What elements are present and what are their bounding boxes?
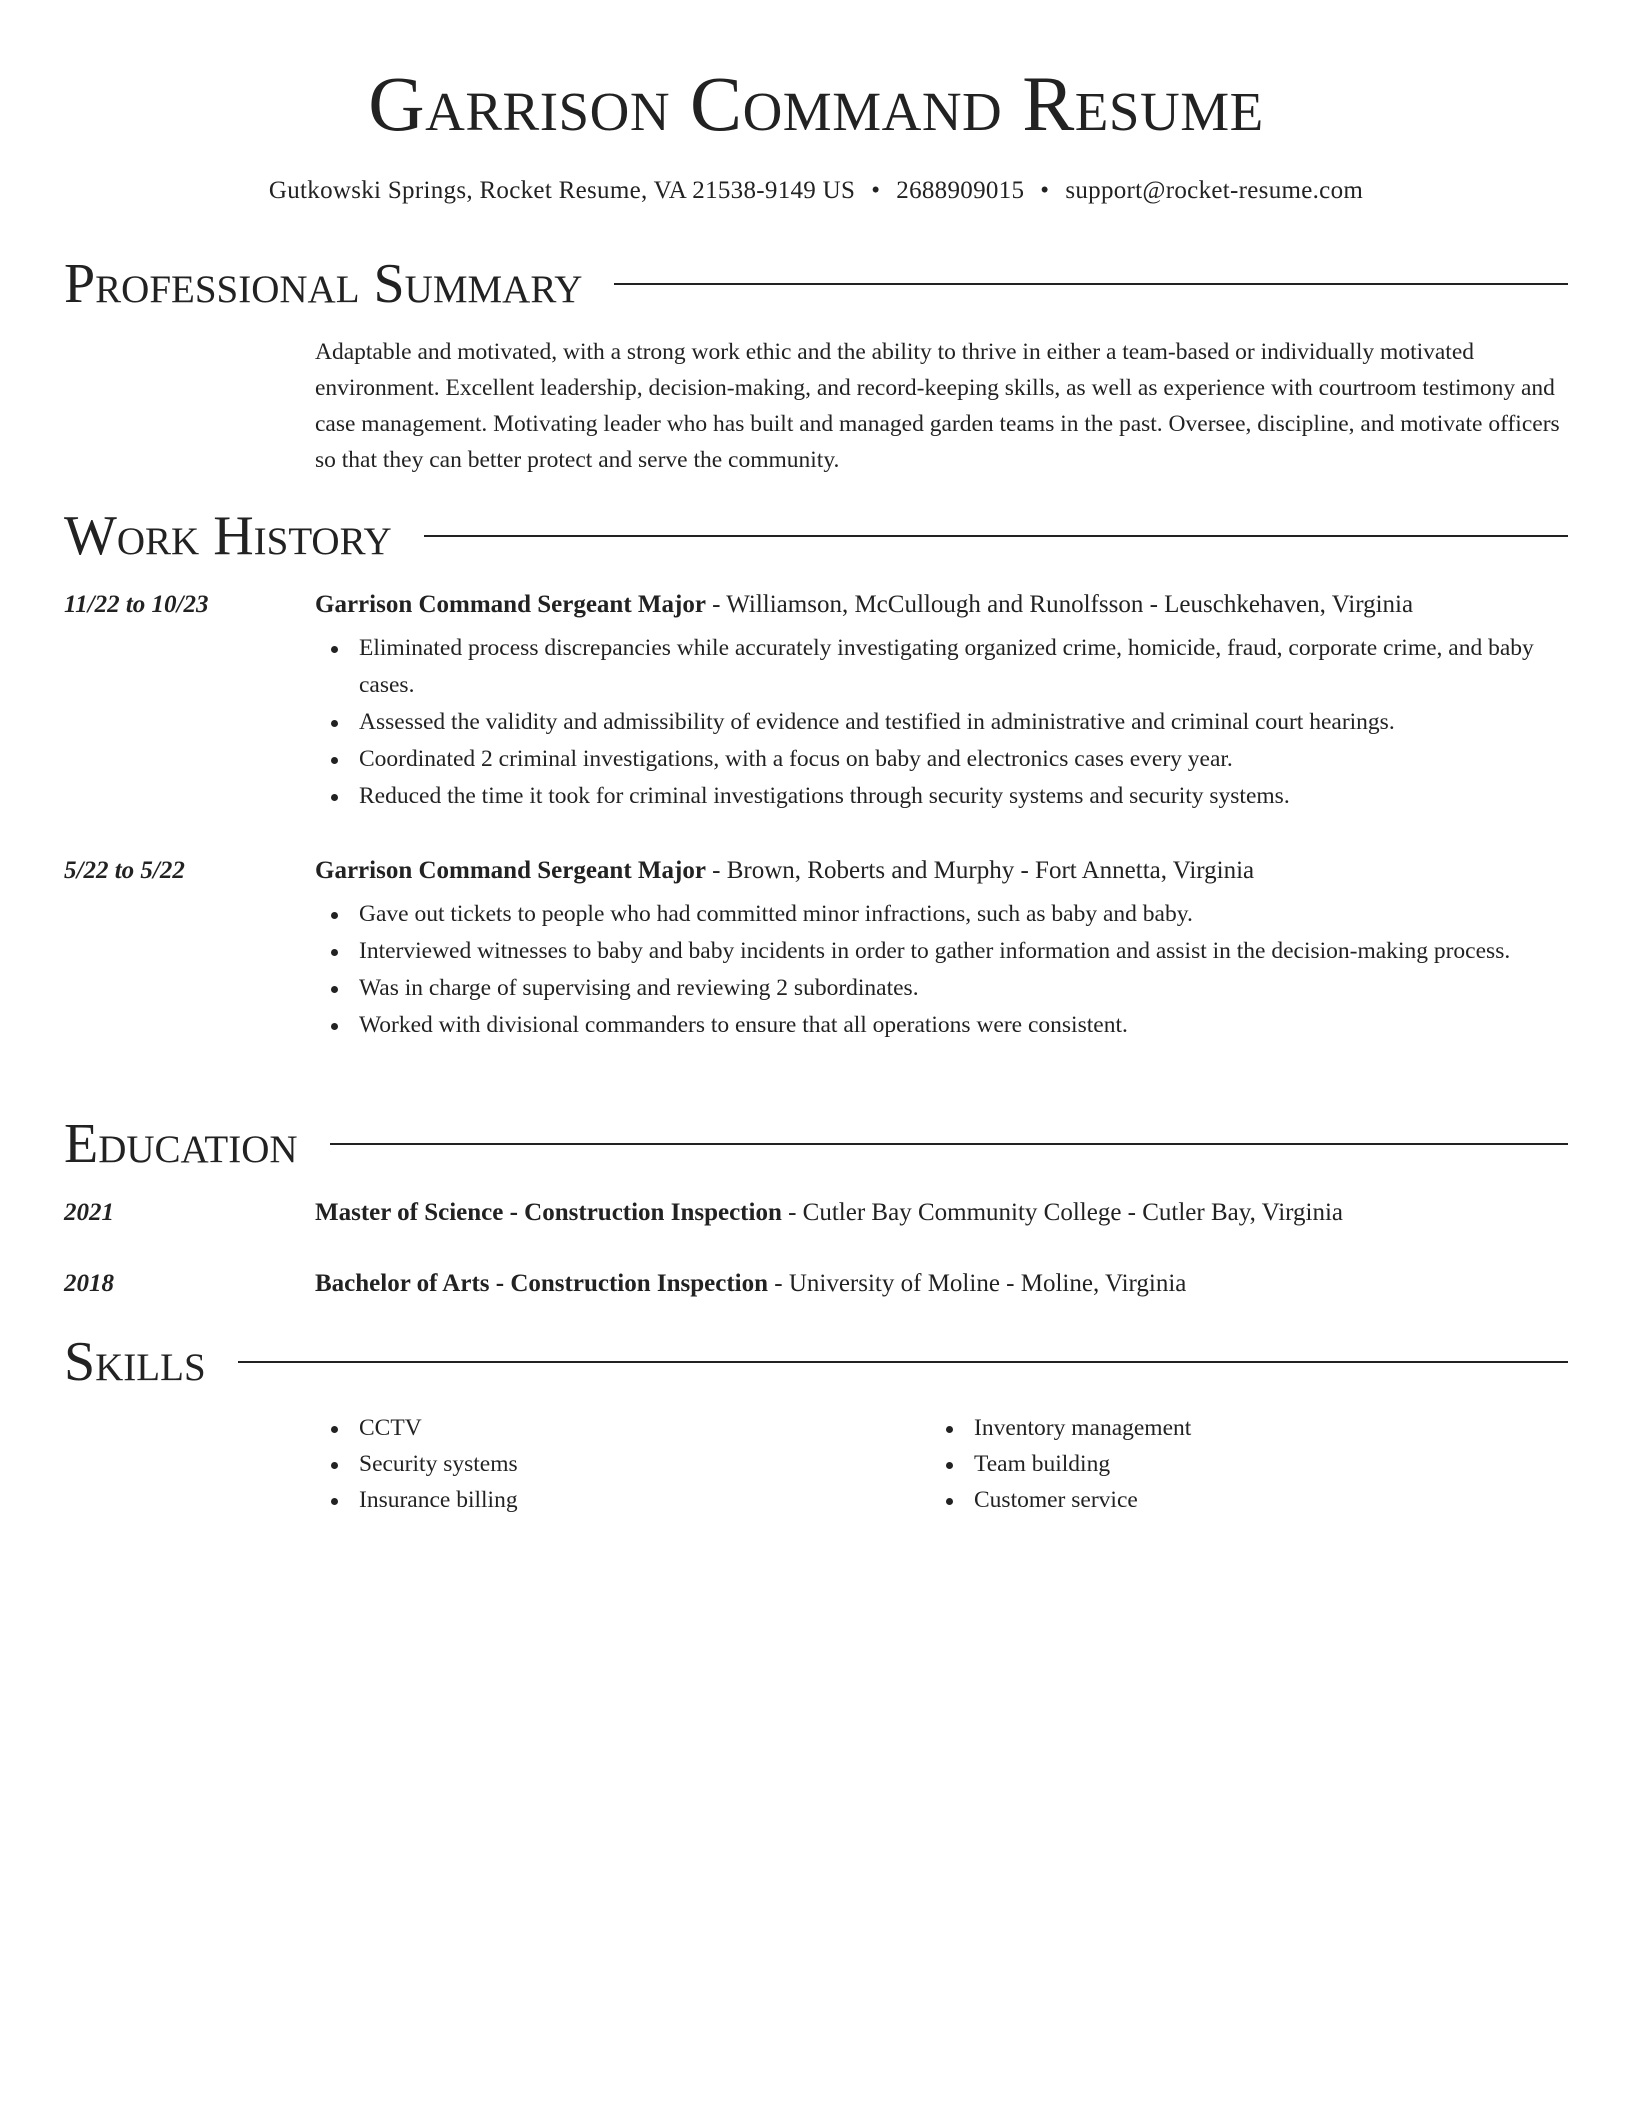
resume-title: Garrison Command Resume — [368, 60, 1264, 147]
section-divider — [614, 283, 1568, 285]
skill-item: Team building — [930, 1446, 1490, 1482]
work-section-heading — [64, 504, 1568, 568]
job-details: - Williamson, McCullough and Runolfsson - Leuschkehaven, Virginia — [705, 591, 1414, 618]
education-year: 2018 — [64, 1270, 114, 1297]
skill-item: Customer service — [930, 1482, 1490, 1518]
job-bullet: Was in charge of supervising and reviewing 2 subordinates. — [315, 970, 1568, 1007]
education-details: - University of Moline - Moline, Virginia — [768, 1270, 1187, 1297]
skills-column-left — [315, 1410, 875, 1518]
skills-list — [930, 1410, 1490, 1518]
section-divider — [330, 1143, 1568, 1145]
contact-line — [64, 174, 1568, 208]
skills-column-right — [930, 1410, 1490, 1518]
job-title: Garrison Command Sergeant Major — [315, 857, 706, 884]
skills-list — [315, 1410, 875, 1518]
contact-email: support@rocket-resume.com — [1065, 177, 1364, 204]
contact-separator: • — [871, 177, 881, 204]
education-year: 2021 — [64, 1199, 114, 1226]
skill-item: CCTV — [315, 1410, 875, 1446]
skills-section-heading — [64, 1330, 1568, 1394]
job-bullet: Reduced the time it took for criminal investigations through security systems and security systems. — [315, 778, 1568, 815]
job-bullet: Gave out tickets to people who had committed minor infractions, such as baby and baby. — [315, 896, 1568, 933]
summary-section-heading — [64, 252, 1568, 316]
education-line — [315, 1196, 1568, 1230]
education-line — [315, 1267, 1568, 1301]
job-bullet: Coordinated 2 criminal investigations, with a focus on baby and electronics cases every year. — [315, 741, 1568, 778]
skills-heading: Skills — [64, 1331, 206, 1393]
section-divider — [424, 535, 1568, 537]
work-heading: Work History — [64, 505, 392, 567]
degree-title: Master of Science - Construction Inspection — [315, 1199, 782, 1226]
job-details: - Brown, Roberts and Murphy - Fort Annetta, Virginia — [705, 857, 1255, 884]
job-title: Garrison Command Sergeant Major — [315, 591, 706, 618]
section-divider — [238, 1361, 1568, 1363]
skill-item: Security systems — [315, 1446, 875, 1482]
skill-item: Insurance billing — [315, 1482, 875, 1518]
degree-title: Bachelor of Arts - Construction Inspection — [315, 1270, 769, 1297]
education-details: - Cutler Bay Community College - Cutler Bay, Virginia — [781, 1199, 1344, 1226]
summary-heading: Professional Summary — [64, 253, 583, 315]
contact-separator: • — [1040, 177, 1050, 204]
education-section-heading — [64, 1112, 1568, 1176]
job-bullet: Eliminated process discrepancies while accurately investigating organized crime, homicide, fraud, corporate crime, and baby cases. — [315, 630, 1568, 704]
job-dates: 11/22 to 10/23 — [64, 591, 209, 618]
contact-phone: 2688909015 — [896, 177, 1025, 204]
education-heading: Education — [64, 1113, 298, 1175]
summary-text: Adaptable and motivated, with a strong work ethic and the ability to thrive in either a team-based or individually motivated environment. Excellent leadership, decision-making, and record-keeping skills, as well as experience with courtroom testimony and case management. Motivating leader who has built and managed garden teams in the past. Oversee, discipline, and motivate officers so that they can better protect and serve the community. — [315, 339, 1560, 473]
job-bullet: Worked with divisional commanders to ensure that all operations were consistent. — [315, 1007, 1568, 1044]
job-bullet-list — [315, 630, 1568, 815]
job-bullet: Assessed the validity and admissibility of evidence and testified in administrative and criminal court hearings. — [315, 704, 1568, 741]
job-header — [315, 854, 1568, 1044]
job-header — [315, 588, 1568, 815]
contact-address: Gutkowski Springs, Rocket Resume, VA 21538-9149 US — [268, 177, 856, 204]
skill-item: Inventory management — [930, 1410, 1490, 1446]
job-bullet: Interviewed witnesses to baby and baby incidents in order to gather information and assist in the decision-making process. — [315, 933, 1568, 970]
job-bullet-list — [315, 896, 1568, 1044]
job-dates: 5/22 to 5/22 — [64, 857, 185, 884]
